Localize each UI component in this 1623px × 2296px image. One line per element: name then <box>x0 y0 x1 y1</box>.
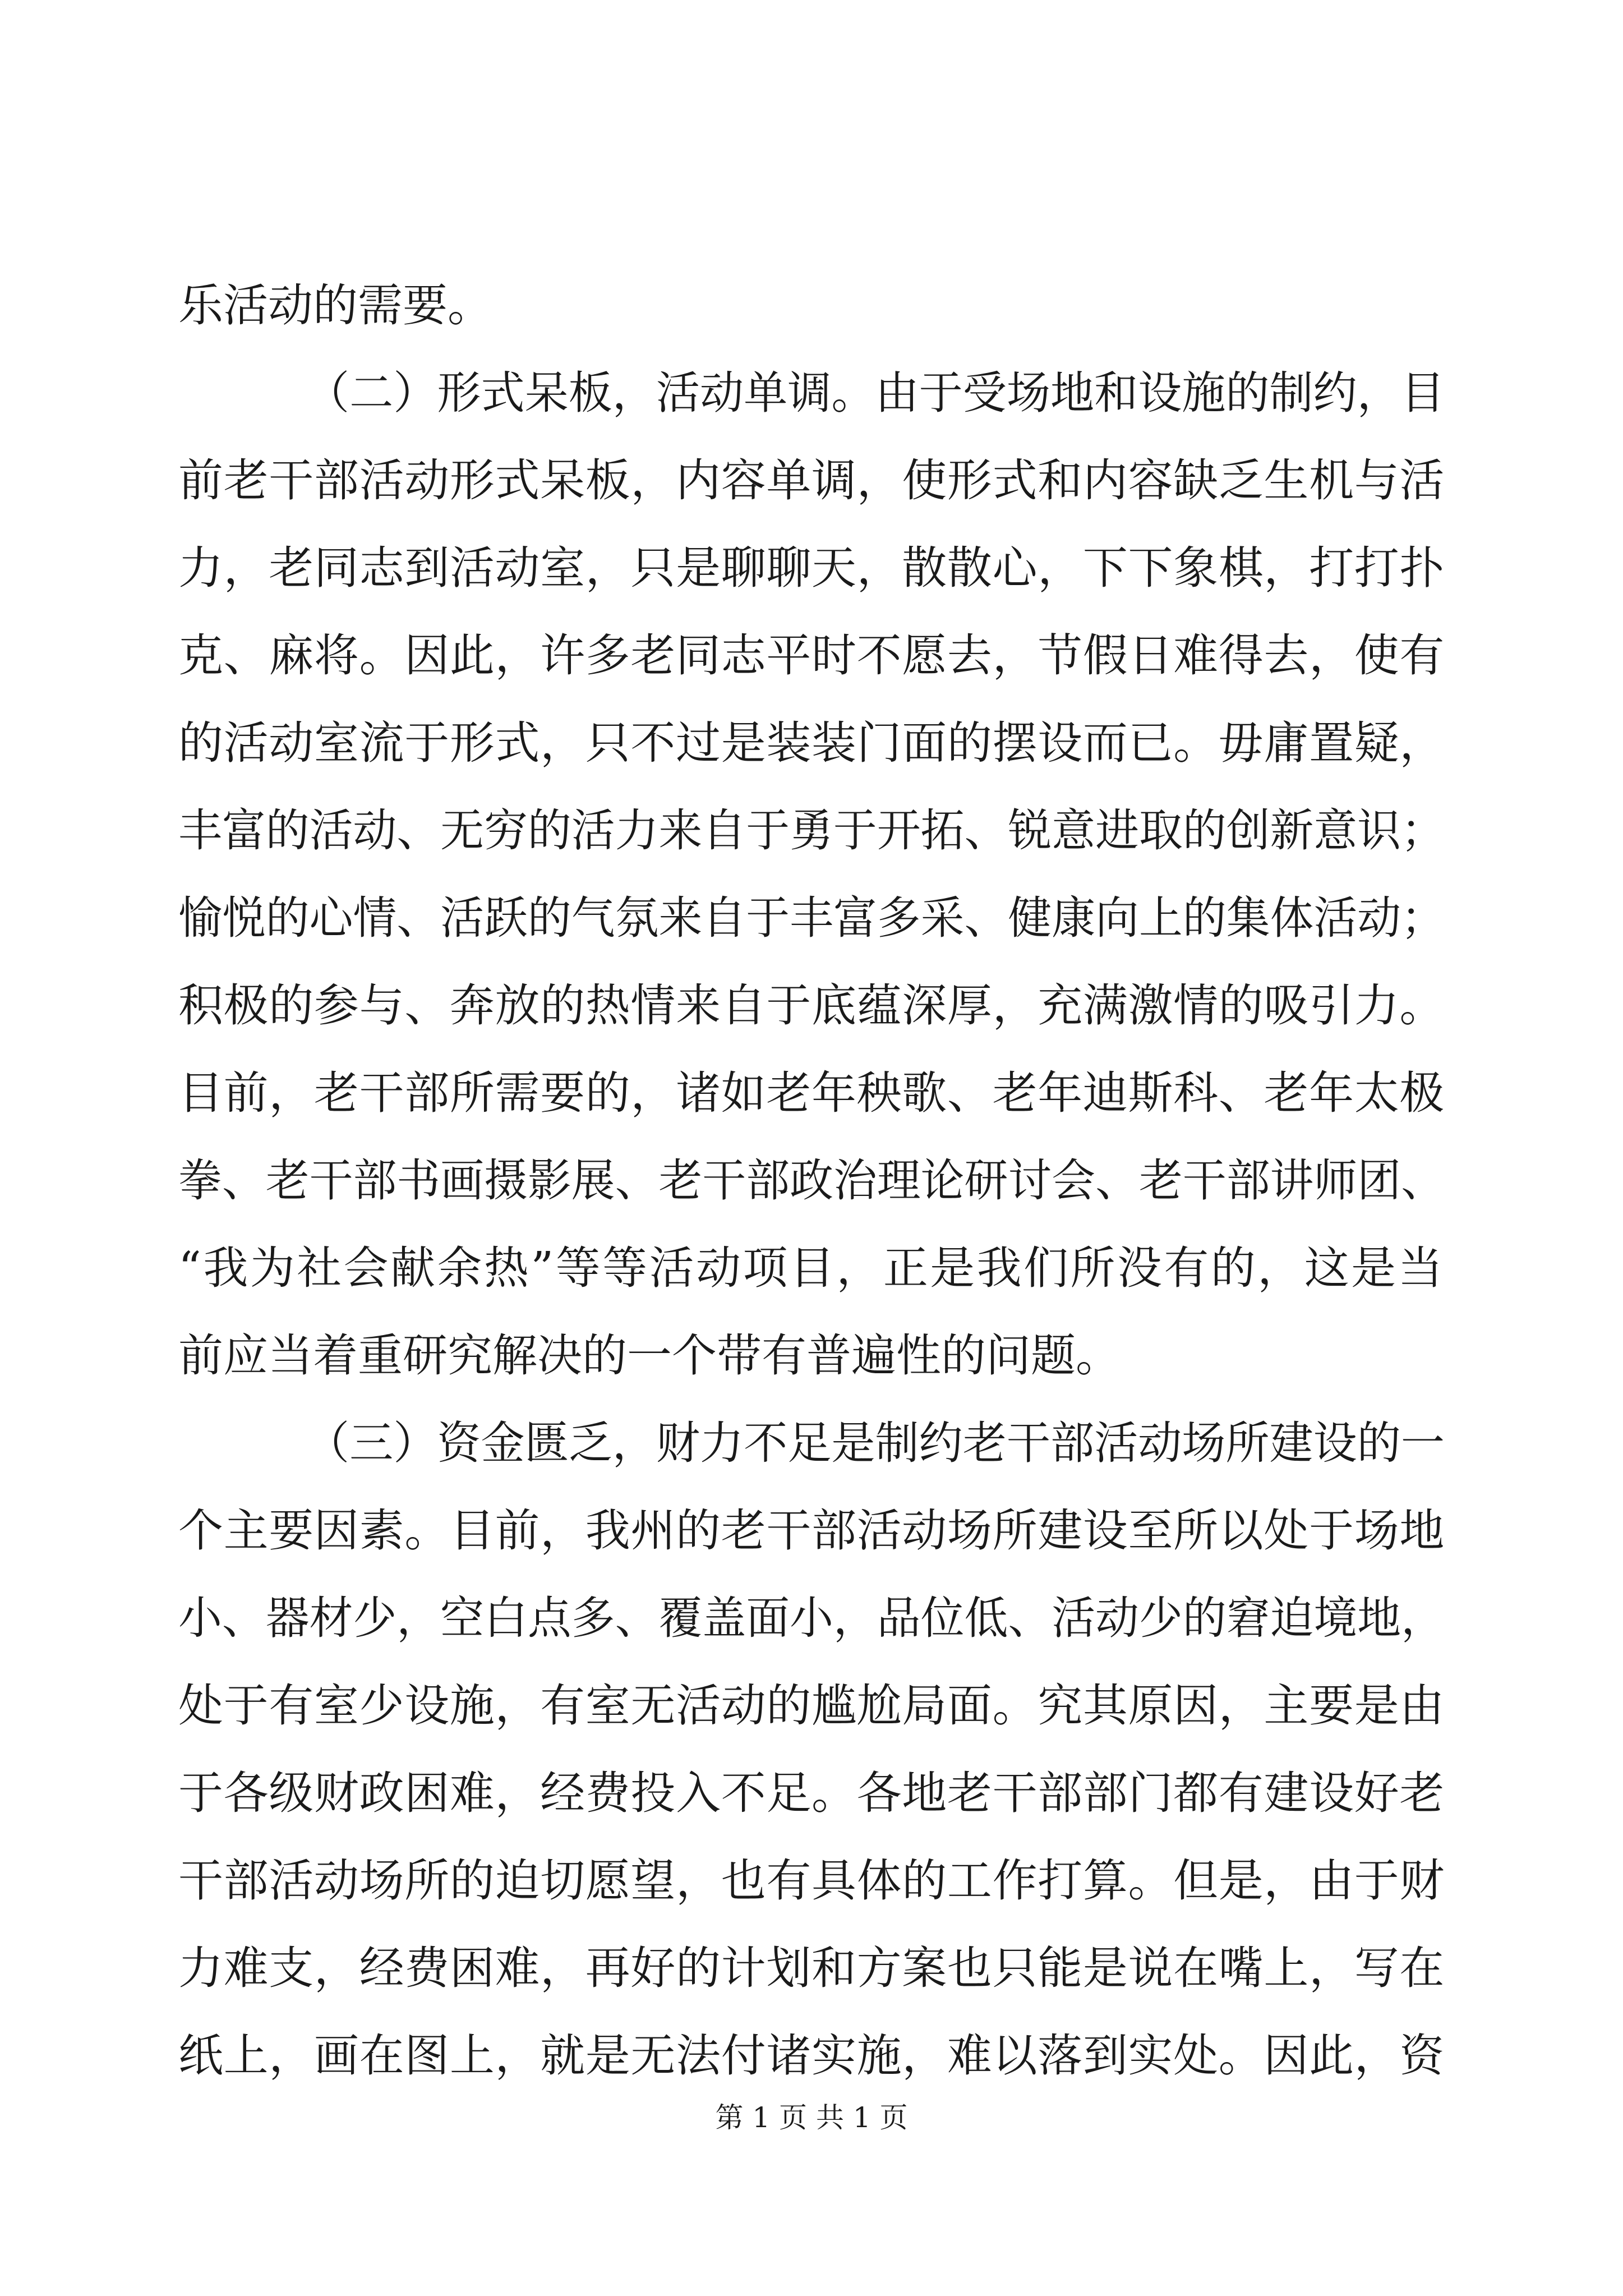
text-line-content: 丰富的活动、无穷的活力来自于勇于开拓、锐意进取的创新意识； <box>178 804 1445 857</box>
text-line <box>0 1846 1623 1916</box>
text-line <box>0 1671 1623 1741</box>
text-line-content: 力，老同志到活动室，只是聊聊天，散散心，下下象棋，打打扑 <box>178 542 1445 594</box>
text-line-content: （三）资金匮乏，财力不足是制约老干部活动场所建设的一 <box>306 1417 1445 1469</box>
text-line <box>0 795 1623 866</box>
text-line-content: 小、器材少，空白点多、覆盖面小，品位低、活动少的窘迫境地， <box>178 1592 1445 1644</box>
text-line <box>0 620 1623 691</box>
text-line-content: 愉悦的心情、活跃的气氛来自于丰富多采、健康向上的集体活动； <box>178 892 1445 944</box>
text-line-content: 干部活动场所的迫切愿望，也有具体的工作打算。但是，由于财 <box>178 1855 1445 1907</box>
text-line-content: 前应当着重研究解决的一个带有普遍性的问题。 <box>178 1329 1121 1382</box>
text-line-content: 个主要因素。目前，我州的老干部活动场所建设至所以处于场地 <box>178 1504 1445 1557</box>
text-line <box>0 1320 1623 1391</box>
text-line <box>0 1408 1623 1479</box>
text-line <box>0 1233 1623 1304</box>
text-line-content: 纸上，画在图上，就是无法付诸实施，难以落到实处。因此，资 <box>178 2030 1445 2082</box>
text-line <box>0 445 1623 516</box>
text-line <box>0 708 1623 779</box>
text-line <box>0 270 1623 341</box>
text-line <box>0 1145 1623 1216</box>
text-line-content: 于各级财政困难，经费投入不足。各地老干部部门都有建设好老 <box>178 1767 1445 1819</box>
text-line-content: 力难支，经费困难，再好的计划和方案也只能是说在嘴上，写在 <box>178 1942 1445 1994</box>
text-line-content: 拳、老干部书画摄影展、老干部政治理论研讨会、老干部讲师团、 <box>178 1154 1445 1207</box>
text-line-content: 的活动室流于形式，只不过是装装门面的摆设而已。毋庸置疑， <box>178 717 1445 769</box>
page-footer: 第 1 页 共 1 页 <box>715 2101 908 2134</box>
text-line <box>0 358 1623 429</box>
text-line <box>0 2021 1623 2091</box>
text-line-content: 克、麻将。因此，许多老同志平时不愿去，节假日难得去，使有 <box>178 629 1445 682</box>
text-line-content: 前老干部活动形式呆板，内容单调，使形式和内容缺乏生机与活 <box>178 454 1445 507</box>
text-line <box>0 1496 1623 1566</box>
text-line <box>0 1758 1623 1829</box>
text-line <box>0 883 1623 954</box>
text-line-content: 乐活动的需要。 <box>178 279 492 332</box>
text-line <box>0 970 1623 1041</box>
text-line-content: “我为社会献余热”等等活动项目，正是我们所没有的，这是当 <box>178 1242 1445 1294</box>
text-line <box>0 1058 1623 1129</box>
text-line <box>0 533 1623 604</box>
text-line-content: 积极的参与、奔放的热情来自于底蕴深厚，充满激情的吸引力。 <box>178 979 1445 1032</box>
text-line-content: 目前，老干部所需要的，诸如老年秧歌、老年迪斯科、老年太极 <box>178 1067 1445 1119</box>
text-line-content: （二）形式呆板，活动单调。由于受场地和设施的制约，目 <box>306 367 1445 419</box>
text-line <box>0 1933 1623 2004</box>
text-line <box>0 1583 1623 1654</box>
text-line-content: 处于有室少设施，有室无活动的尴尬局面。究其原因，主要是由 <box>178 1680 1445 1732</box>
